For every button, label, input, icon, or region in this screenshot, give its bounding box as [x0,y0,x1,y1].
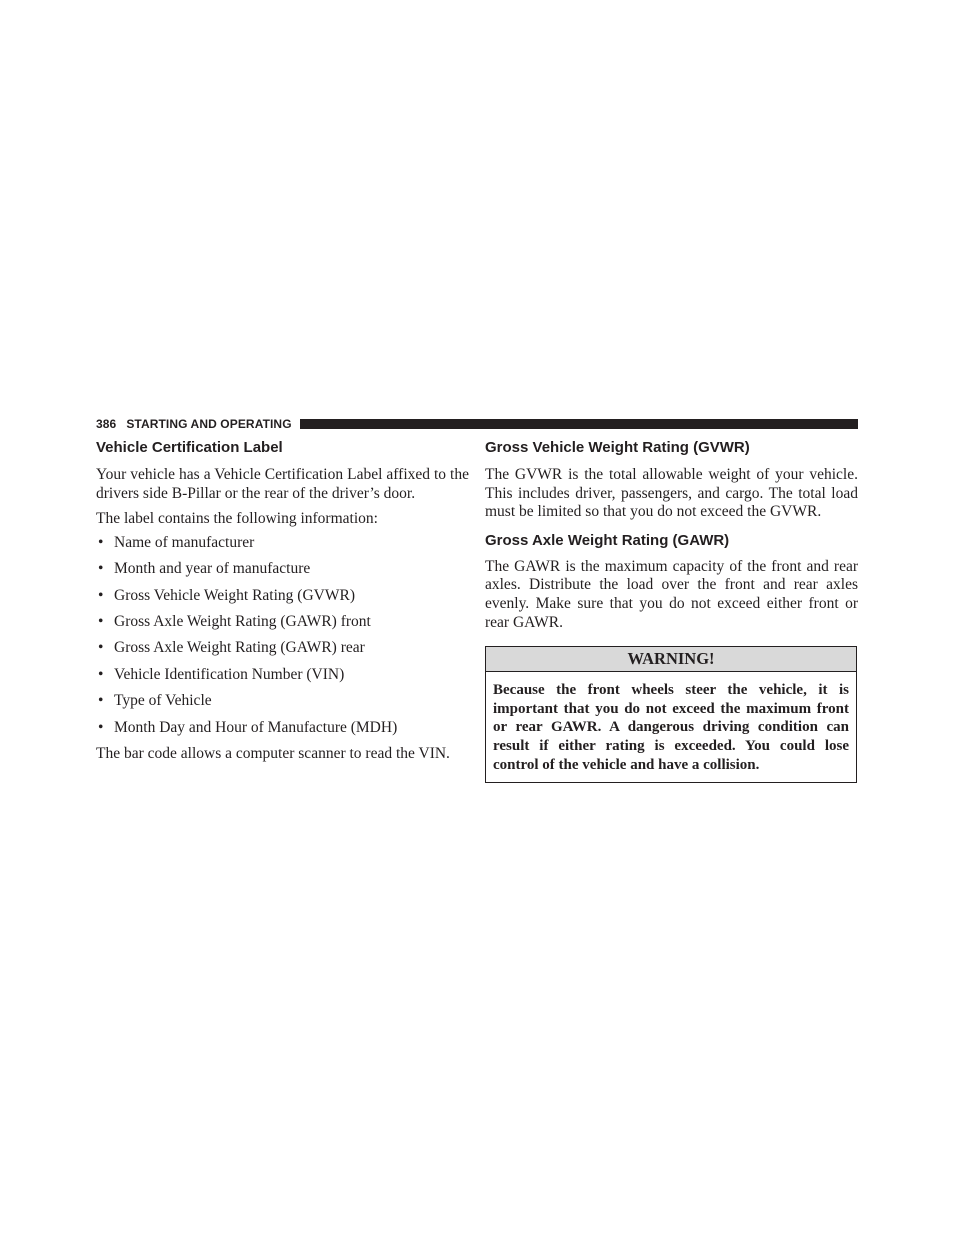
bullet-icon: • [98,692,104,710]
right-column [485,438,858,783]
list-item-text: Name of manufacturer [114,533,255,551]
bullet-icon: • [98,665,104,683]
list-item-text: Type of Vehicle [114,692,212,710]
label-contents-paragraph: The label contains the following information: [96,510,378,528]
list-item-text: Gross Axle Weight Rating (GAWR) rear [114,639,365,657]
gawr-heading: Gross Axle Weight Rating (GAWR) [485,531,730,549]
left-column [96,438,469,764]
list-item [96,692,469,711]
certification-intro-paragraph: Your vehicle has a Vehicle Certification Label affixed to the drivers side B-Pillar or the rear of the driver’s door. [96,466,469,502]
vehicle-certification-heading: Vehicle Certification Label [96,439,283,456]
list-item-text: Gross Vehicle Weight Rating (GVWR) [114,586,355,604]
list-item [96,666,469,685]
list-item [96,639,469,658]
bullet-icon: • [98,718,104,736]
label-info-list [96,534,469,737]
bullet-icon: • [98,586,104,604]
list-item-text: Month Day and Hour of Manufacture (MDH) [114,718,398,736]
list-item [96,613,469,632]
header-rule [300,419,858,429]
list-item-text: Vehicle Identification Number (VIN) [114,665,345,683]
bullet-icon: • [98,639,104,657]
page-header [96,416,858,432]
bullet-icon: • [98,533,104,551]
list-item-text: Gross Axle Weight Rating (GAWR) front [114,612,371,630]
gvwr-heading: Gross Vehicle Weight Rating (GVWR) [485,439,750,456]
list-item [96,719,469,738]
page-number: 386 [96,417,117,431]
warning-text: Because the front wheels steer the vehicle, it is important that you do not exceed the maximum front or rear GAWR. A dangerous driving condition can result if either rating is exceeded. You could lose control of the vehicle and have a collision. [493,682,849,773]
section-title: STARTING AND OPERATING [126,417,292,431]
bullet-icon: • [98,560,104,578]
list-item-text: Month and year of manufacture [114,560,311,578]
list-item [96,560,469,579]
warning-heading: WARNING! [486,647,856,672]
warning-box [485,646,857,783]
list-item [96,534,469,553]
list-item [96,587,469,606]
gvwr-paragraph: The GVWR is the total allowable weight of your vehicle. This includes driver, passengers, and cargo. The total load must be limited so that you do not exceed the GVWR. [485,466,858,521]
bullet-icon: • [98,612,104,630]
barcode-paragraph: The bar code allows a computer scanner to read the VIN. [96,744,450,762]
gawr-paragraph: The GAWR is the maximum capacity of the front and rear axles. Distribute the load over the front and rear axles evenly. Make sure that you do not exceed either front or rear GAWR. [485,557,858,631]
